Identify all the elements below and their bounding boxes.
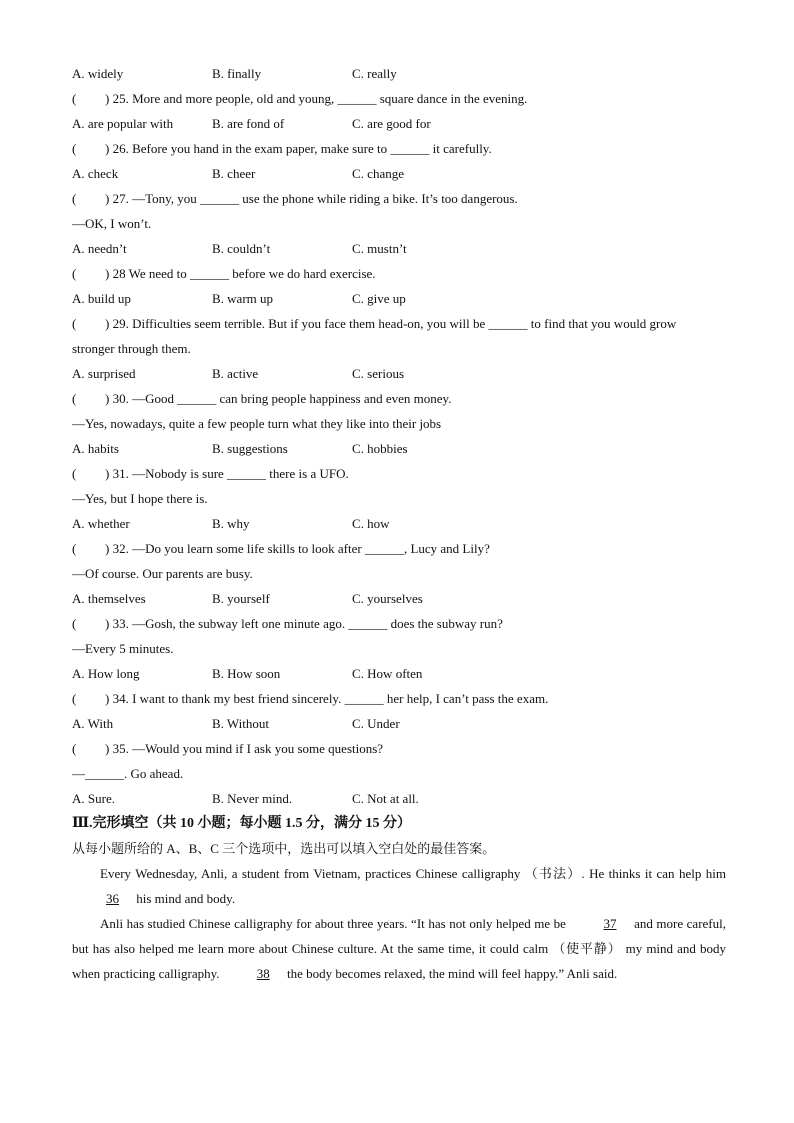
question-stem: ) 34. I want to thank my best friend sincerely. ______ her help, I can’t pass the exam. [105,691,549,706]
question-29 [72,311,676,336]
answer-paren[interactable]: ( [72,266,77,281]
question-stem: ) 25. More and more people, old and young, ______ square dance in the evening. [105,91,528,106]
option-b[interactable]: B. why [212,516,250,531]
option-c[interactable]: C. serious [352,366,404,381]
option-b[interactable]: B. finally [212,66,262,81]
option-b[interactable]: B. How soon [212,666,281,681]
question-stem: ) 35. —Would you mind if I ask you some questions? [105,741,384,756]
option-c[interactable]: C. How often [352,666,423,681]
option-c[interactable]: C. Under [352,716,400,731]
option-c[interactable]: C. really [352,66,397,81]
question-25 [72,86,527,111]
cloze-blank-38[interactable]: 38 [256,966,270,981]
answer-paren[interactable]: ( [72,691,77,706]
question-stem: ) 26. Before you hand in the exam paper, make sure to ______ it carefully. [105,141,492,156]
option-a[interactable]: A. needn’t [72,241,127,256]
question-33 [72,611,503,636]
option-a[interactable]: A. Sure. [72,791,115,806]
question-stem: ) 30. —Good ______ can bring people happiness and even money. [105,391,452,406]
dialogue-reply: —Yes, nowadays, quite a few people turn what they like into their jobs [72,416,442,431]
option-a[interactable]: A. With [72,716,114,731]
answer-paren[interactable]: ( [72,91,77,106]
question-31 [72,461,349,486]
answer-paren[interactable]: ( [72,466,77,481]
answer-paren[interactable]: ( [72,741,77,756]
cloze-blank-36[interactable]: 36 [106,891,119,906]
option-c[interactable]: C. Not at all. [352,791,419,806]
option-b[interactable]: B. yourself [212,591,270,606]
cloze-blank-37[interactable]: 37 [603,916,617,931]
answer-paren[interactable]: ( [72,316,77,331]
question-32 [72,536,490,561]
option-b[interactable]: B. cheer [212,166,256,181]
question-stem: ) 31. —Nobody is sure ______ there is a UFO. [105,466,349,481]
option-a[interactable]: A. How long [72,666,140,681]
answer-paren[interactable]: ( [72,191,77,206]
option-c[interactable]: C. yourselves [352,591,423,606]
option-a[interactable]: A. are popular with [72,116,174,131]
section-heading: Ⅲ.完形填空（共 10 小题；每小题 1.5 分，满分 15 分） [72,816,412,831]
answer-paren[interactable]: ( [72,616,77,631]
option-b[interactable]: B. suggestions [212,441,288,456]
passage-text: and more careful, but has also helped me learn more about Chinese culture. At the same time, it could calm （使平静） my mind and body when practicing calligraphy. [72,916,726,981]
dialogue-reply: —OK, I won’t. [72,216,152,231]
question-28 [72,261,376,286]
option-b[interactable]: B. warm up [212,291,274,306]
option-a[interactable]: A. widely [72,66,124,81]
passage-paragraph-2 [72,911,726,986]
dialogue-reply: —Yes, but I hope there is. [72,491,208,506]
answer-paren[interactable]: ( [72,541,77,556]
option-c[interactable]: C. give up [352,291,406,306]
option-c[interactable]: C. are good for [352,116,431,131]
option-a[interactable]: A. themselves [72,591,146,606]
dialogue-reply: —______. Go ahead. [72,766,184,781]
option-a[interactable]: A. surprised [72,366,136,381]
option-a[interactable]: A. build up [72,291,131,306]
option-b[interactable]: B. couldn’t [212,241,271,256]
option-a[interactable]: A. habits [72,441,119,456]
passage-text: Every Wednesday, Anli, a student from Vietnam, practices Chinese calligraphy （书法）. He thinks it can help him [100,866,726,881]
option-a[interactable]: A. check [72,166,119,181]
question-26 [72,136,492,161]
option-c[interactable]: C. hobbies [352,441,408,456]
question-stem: ) 27. —Tony, you ______ use the phone while riding a bike. It’s too dangerous. [105,191,518,206]
option-b[interactable]: B. Never mind. [212,791,293,806]
question-34 [72,686,548,711]
passage-paragraph-1 [72,861,726,911]
question-continuation: stronger through them. [72,341,191,356]
question-30 [72,386,451,411]
passage-text: Anli has studied Chinese calligraphy for about three years. “It has not only helped me be [100,916,570,931]
answer-paren[interactable]: ( [72,391,77,406]
question-stem: ) 28 We need to ______ before we do hard exercise. [105,266,376,281]
option-c[interactable]: C. change [352,166,404,181]
passage-text: the body becomes relaxed, the mind will feel happy.” Anli said. [283,966,618,981]
option-c[interactable]: C. mustn’t [352,241,407,256]
question-stem: ) 33. —Gosh, the subway left one minute ago. ______ does the subway run? [105,616,503,631]
question-stem: ) 32. —Do you learn some life skills to look after ______, Lucy and Lily? [105,541,490,556]
dialogue-reply: —Every 5 minutes. [72,641,174,656]
question-stem: ) 29. Difficulties seem terrible. But if you face them head-on, you will be ______ to find that you would grow [105,316,677,331]
question-27 [72,186,518,211]
option-c[interactable]: C. how [352,516,390,531]
dialogue-reply: —Of course. Our parents are busy. [72,566,253,581]
option-a[interactable]: A. whether [72,516,130,531]
option-b[interactable]: B. are fond of [212,116,285,131]
question-35 [72,736,383,761]
answer-paren[interactable]: ( [72,141,77,156]
passage-text: his mind and body. [133,891,236,906]
option-b[interactable]: B. Without [212,716,270,731]
section-instruction: 从每小题所给的 A、B、C 三个选项中，选出可以填入空白处的最佳答案。 [72,841,496,856]
option-b[interactable]: B. active [212,366,259,381]
